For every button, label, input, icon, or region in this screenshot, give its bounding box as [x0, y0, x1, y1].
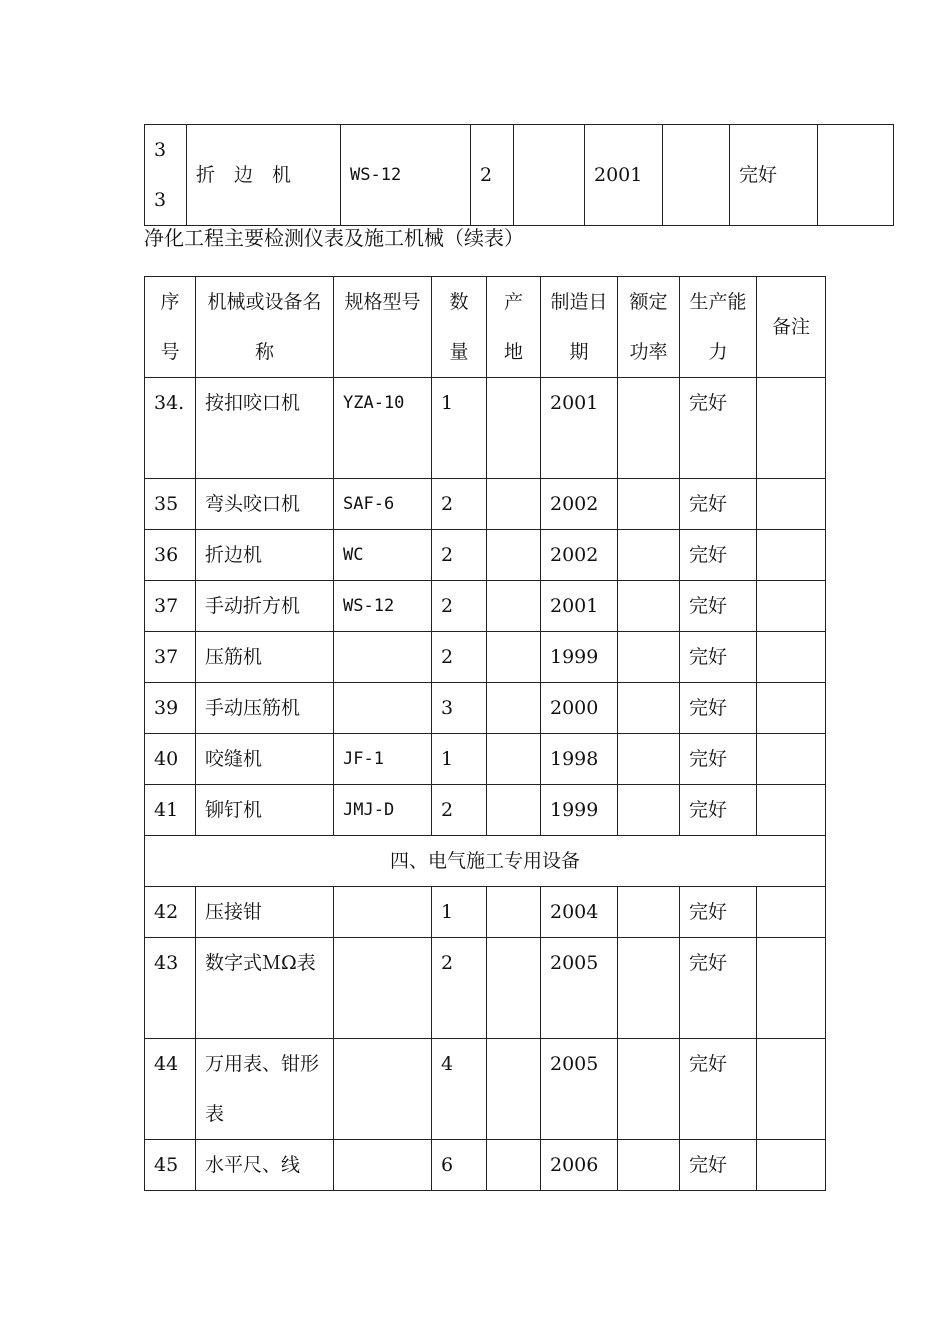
cell-capacity: 完好	[730, 125, 818, 226]
header-power: 额定功率	[618, 277, 680, 378]
cell-qty: 6	[432, 1140, 487, 1191]
cell-power	[618, 887, 680, 938]
cell-capacity: 完好	[680, 785, 757, 836]
cell-qty: 2	[432, 785, 487, 836]
cell-date: 2001	[541, 581, 618, 632]
cell-name: 折边机	[196, 530, 334, 581]
cell-capacity: 完好	[680, 581, 757, 632]
cell-qty: 1	[432, 887, 487, 938]
cell-remark	[757, 938, 826, 1039]
cell-name: 弯头咬口机	[196, 479, 334, 530]
cell-qty: 2	[432, 938, 487, 1039]
table-header-row	[145, 277, 826, 378]
cell-date: 2002	[541, 530, 618, 581]
cell-qty: 2	[432, 530, 487, 581]
cell-capacity: 完好	[680, 683, 757, 734]
cell-model: YZA-10	[334, 378, 432, 479]
header-remark: 备注	[757, 277, 826, 378]
cell-model	[334, 1140, 432, 1191]
cell-date: 2005	[541, 938, 618, 1039]
header-name: 机械或设备名称	[196, 277, 334, 378]
cell-power	[618, 683, 680, 734]
cell-capacity: 完好	[680, 479, 757, 530]
cell-remark	[757, 632, 826, 683]
cell-origin	[487, 785, 541, 836]
cell-remark	[757, 785, 826, 836]
cell-model	[334, 683, 432, 734]
table-row	[145, 938, 826, 1039]
cell-no: 39	[145, 683, 196, 734]
header-capacity: 生产能力	[680, 277, 757, 378]
cell-power	[618, 378, 680, 479]
cell-model: WS-12	[334, 581, 432, 632]
cell-no: 43	[145, 938, 196, 1039]
cell-power	[618, 530, 680, 581]
cell-remark	[757, 378, 826, 479]
cell-remark	[757, 683, 826, 734]
cell-qty: 3	[432, 683, 487, 734]
cell-qty: 2	[432, 581, 487, 632]
cell-date: 2005	[541, 1039, 618, 1140]
table-row	[145, 887, 826, 938]
cell-power	[618, 938, 680, 1039]
cell-origin	[514, 125, 585, 226]
cell-no: 45	[145, 1140, 196, 1191]
cell-date: 2002	[541, 479, 618, 530]
cell-origin	[487, 378, 541, 479]
cell-name: 按扣咬口机	[196, 378, 334, 479]
cell-origin	[487, 1140, 541, 1191]
cell-no: 40	[145, 734, 196, 785]
cell-name: 手动压筋机	[196, 683, 334, 734]
cell-name: 数字式ＭΩ表	[196, 938, 334, 1039]
header-qty: 数量	[432, 277, 487, 378]
cell-name: 万用表、钳形表	[196, 1039, 334, 1140]
cell-origin	[487, 479, 541, 530]
cell-origin	[487, 632, 541, 683]
cell-origin	[487, 734, 541, 785]
cell-power	[618, 1039, 680, 1140]
cell-origin	[487, 683, 541, 734]
cell-model	[334, 887, 432, 938]
cell-no: 35	[145, 479, 196, 530]
cell-model: JF-1	[334, 734, 432, 785]
cell-remark	[757, 530, 826, 581]
table-row	[145, 632, 826, 683]
cell-power	[618, 785, 680, 836]
previous-table-fragment	[144, 124, 894, 226]
cell-date: 2001	[585, 125, 663, 226]
header-origin: 产地	[487, 277, 541, 378]
cell-power	[618, 581, 680, 632]
cell-origin	[487, 1039, 541, 1140]
cell-model: JMJ-D	[334, 785, 432, 836]
table-row	[145, 125, 894, 226]
cell-model	[334, 1039, 432, 1140]
cell-origin	[487, 581, 541, 632]
cell-capacity: 完好	[680, 1140, 757, 1191]
table-row	[145, 581, 826, 632]
cell-date: 1998	[541, 734, 618, 785]
cell-model: WC	[334, 530, 432, 581]
cell-name: 手动折方机	[196, 581, 334, 632]
cell-remark	[757, 887, 826, 938]
cell-remark	[757, 581, 826, 632]
cell-model: WS-12	[341, 125, 471, 226]
cell-no: 33	[145, 125, 187, 226]
cell-remark	[757, 734, 826, 785]
cell-remark	[818, 125, 894, 226]
section-row-label: 四、电气施工专用设备	[145, 836, 826, 887]
table-row	[145, 479, 826, 530]
cell-model	[334, 632, 432, 683]
section-row	[145, 836, 826, 887]
cell-date: 1999	[541, 785, 618, 836]
cell-origin	[487, 887, 541, 938]
cell-remark	[757, 479, 826, 530]
cell-name: 折 边 机	[187, 125, 341, 226]
cell-name: 水平尺、线	[196, 1140, 334, 1191]
cell-date: 2001	[541, 378, 618, 479]
cell-qty: 1	[432, 378, 487, 479]
cell-power	[618, 479, 680, 530]
cell-capacity: 完好	[680, 938, 757, 1039]
cell-power	[663, 125, 730, 226]
header-no: 序号	[145, 277, 196, 378]
cell-capacity: 完好	[680, 632, 757, 683]
equipment-table	[144, 276, 826, 1191]
cell-name: 铆钉机	[196, 785, 334, 836]
cell-capacity: 完好	[680, 1039, 757, 1140]
cell-capacity: 完好	[680, 887, 757, 938]
cell-no: 36	[145, 530, 196, 581]
cell-name: 压接钳	[196, 887, 334, 938]
cell-name: 压筋机	[196, 632, 334, 683]
table-row	[145, 785, 826, 836]
cell-no: 37	[145, 632, 196, 683]
cell-date: 1999	[541, 632, 618, 683]
cell-no: 34.	[145, 378, 196, 479]
header-date: 制造日期	[541, 277, 618, 378]
cell-name: 咬缝机	[196, 734, 334, 785]
cell-remark	[757, 1039, 826, 1140]
header-model: 规格型号	[334, 277, 432, 378]
table-row	[145, 734, 826, 785]
cell-origin	[487, 530, 541, 581]
section-title: 净化工程主要检测仪表及施工机械（续表）	[144, 226, 524, 250]
cell-qty: 1	[432, 734, 487, 785]
cell-qty: 4	[432, 1039, 487, 1140]
cell-power	[618, 734, 680, 785]
table-row	[145, 683, 826, 734]
cell-model: SAF-6	[334, 479, 432, 530]
cell-date: 2006	[541, 1140, 618, 1191]
cell-remark	[757, 1140, 826, 1191]
cell-origin	[487, 938, 541, 1039]
table-row	[145, 530, 826, 581]
cell-no: 44	[145, 1039, 196, 1140]
cell-capacity: 完好	[680, 378, 757, 479]
cell-power	[618, 1140, 680, 1191]
cell-capacity: 完好	[680, 530, 757, 581]
cell-no: 41	[145, 785, 196, 836]
table-row	[145, 1039, 826, 1140]
cell-no: 37	[145, 581, 196, 632]
cell-date: 2000	[541, 683, 618, 734]
cell-no: 42	[145, 887, 196, 938]
cell-qty: 2	[432, 632, 487, 683]
cell-model	[334, 938, 432, 1039]
cell-power	[618, 632, 680, 683]
table-row	[145, 1140, 826, 1191]
table-row	[145, 378, 826, 479]
cell-capacity: 完好	[680, 734, 757, 785]
cell-qty: 2	[432, 479, 487, 530]
cell-date: 2004	[541, 887, 618, 938]
cell-qty: 2	[471, 125, 514, 226]
